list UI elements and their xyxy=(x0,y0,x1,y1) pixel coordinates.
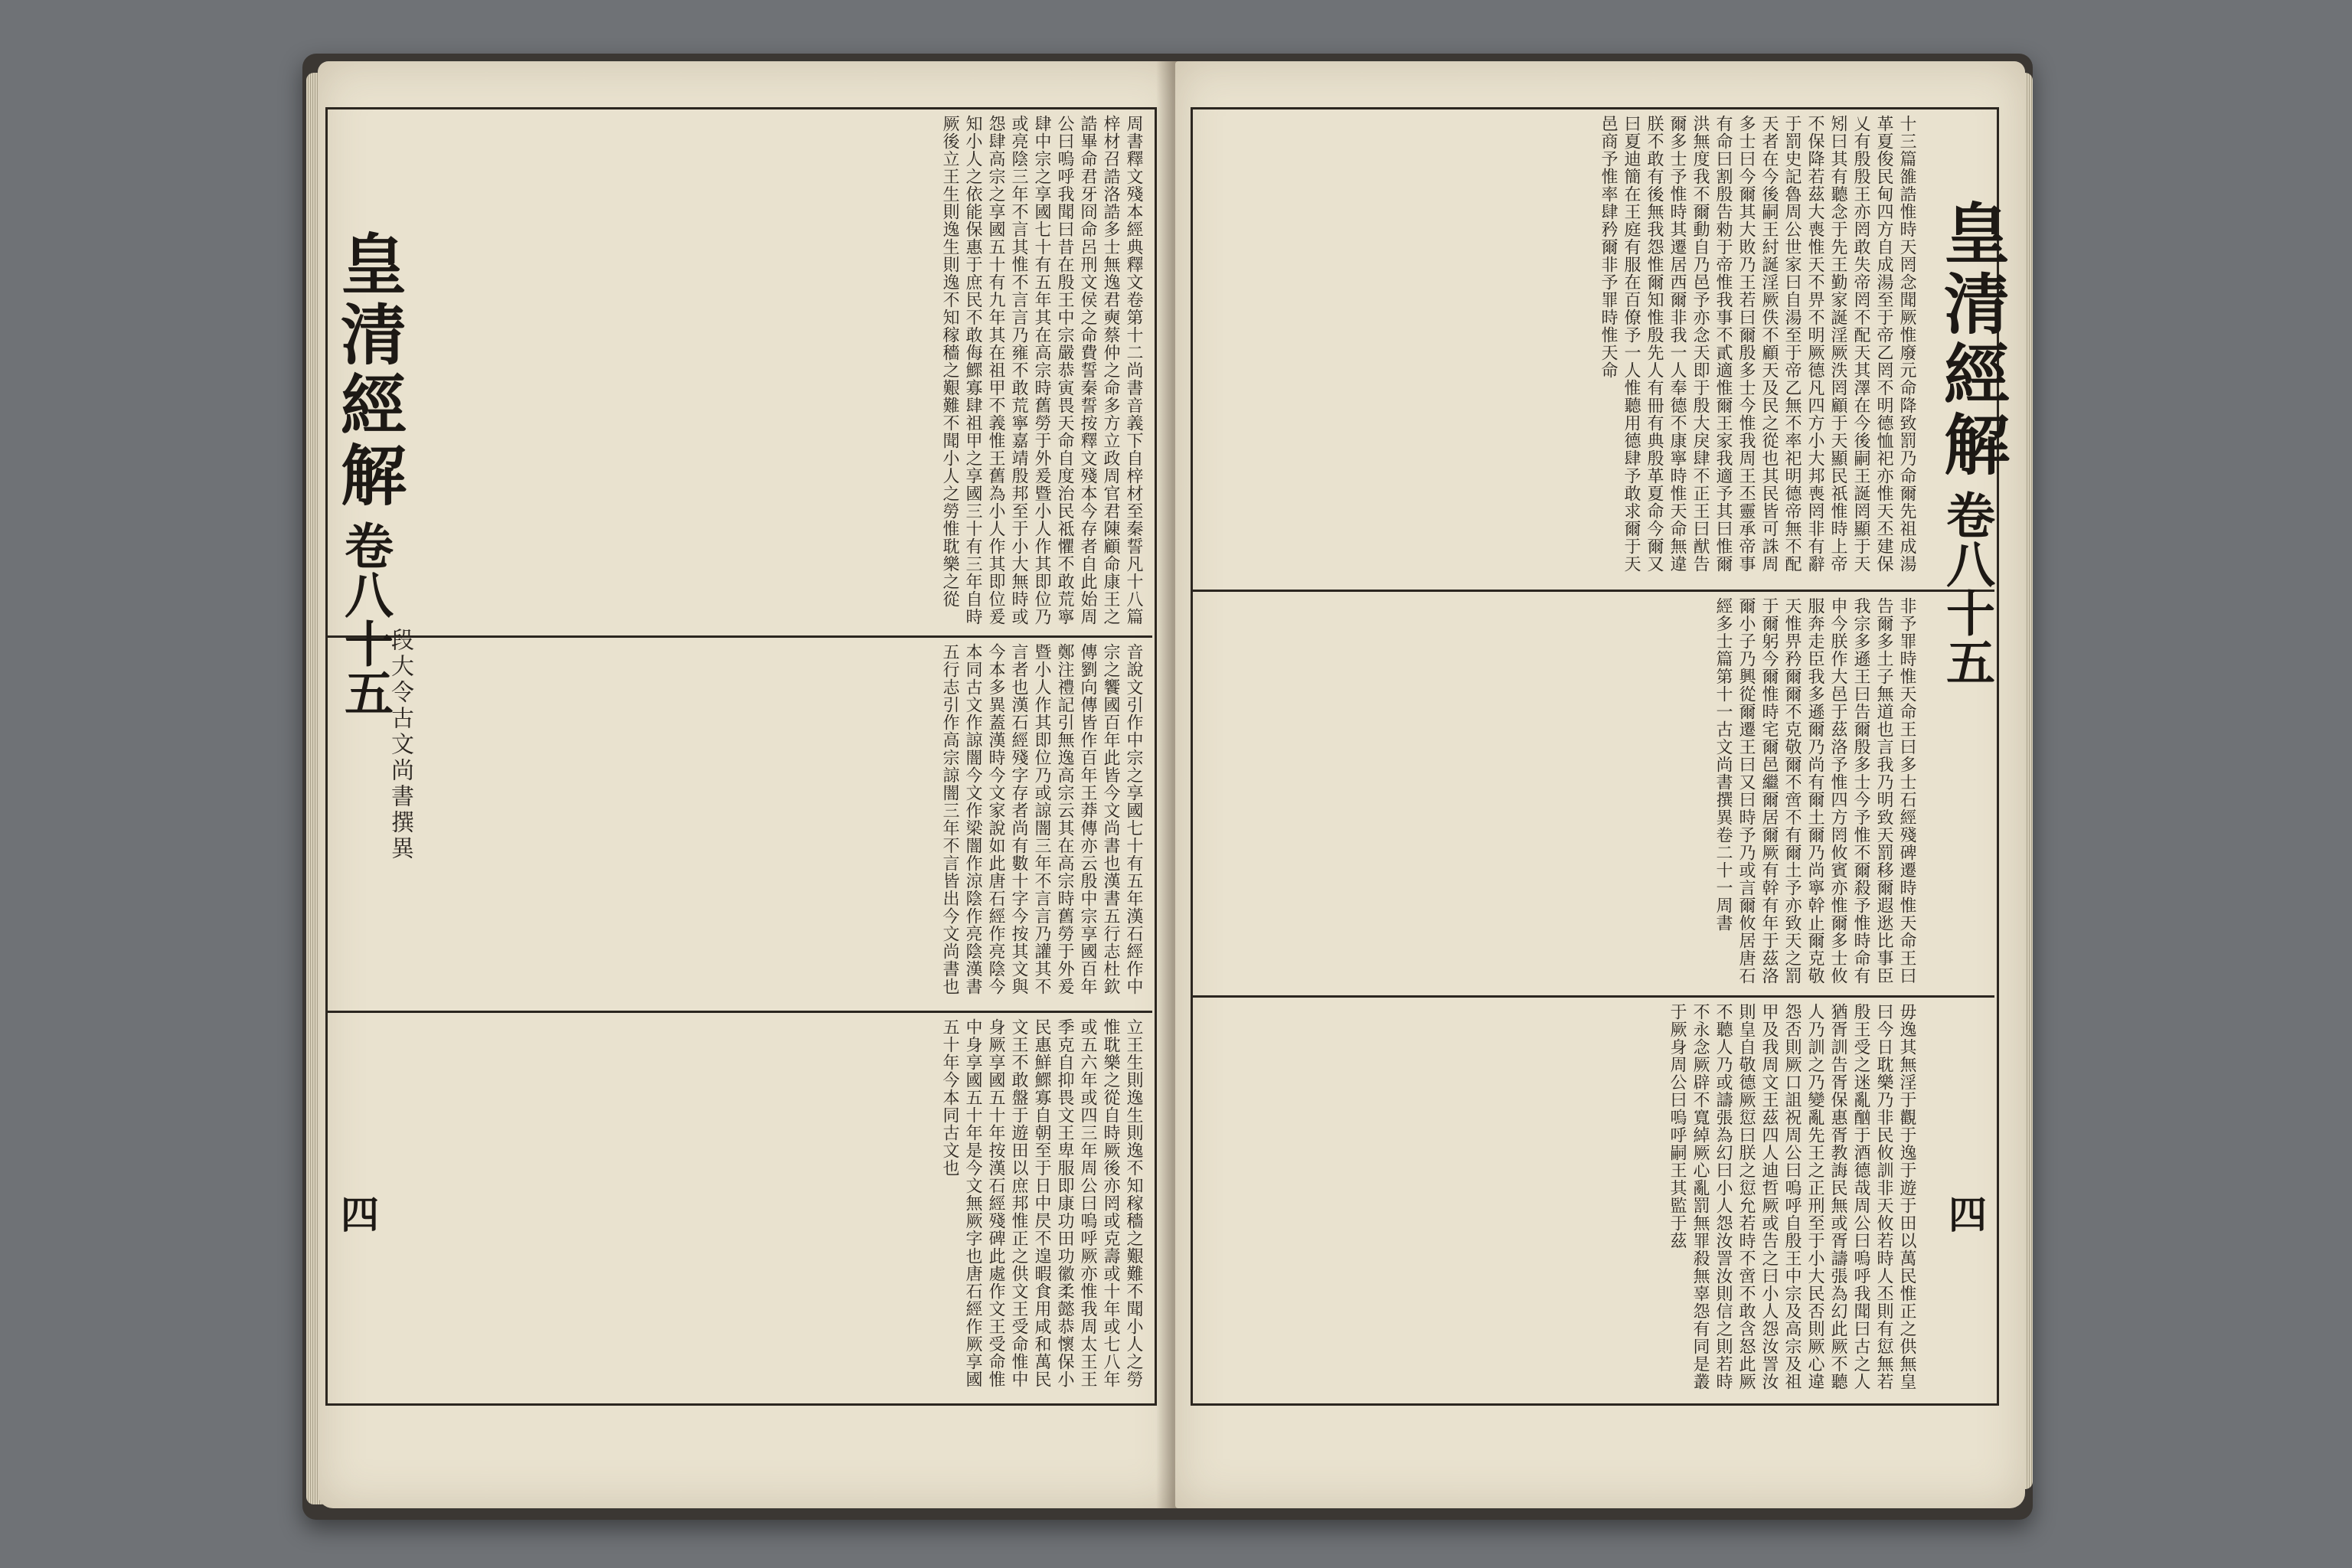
right-band-rule-2 xyxy=(1191,995,1994,998)
right-band-1-text: 十三篇雒誥惟時天罔念聞厥惟廢元命降致罰乃命爾先祖成湯革夏俊民甸四方自成湯至于帝乙罔不明德恤祀亦惟天丕建保乂有殷殷王亦罔敢失帝罔不配天其澤在今後嗣王誕罔顯于天矧曰其有聽念于先王勤家誕淫厥泆罔顧于天顯民祇惟時上帝不保降若茲大喪惟天不畀不明厥德凡四方小大邦喪罔非有辭于罰史記魯周公世家曰自湯至于帝乙無不率祀明德帝無不配天者在今後嗣王紂誕淫厥佚不顧天及民之從也其民皆可誅周多士曰今爾其大敗乃王若曰爾殷多士今惟我周王丕靈承帝事有命曰割殷告勑于帝惟我事不貳適惟爾王家我適予其曰惟爾洪無度我不爾動自乃邑予亦念天即于殷大戾肆不正王曰猷告爾多士予惟時其遷居西爾非我一人奉德不康寧時惟天命無違朕不敢有後無我怨惟爾知惟殷先人有冊有典殷革夏命今爾又曰夏迪簡在王庭有服在百僚予一人惟聽用德肆予敢求爾于天邑商予惟率肆矜爾非予罪時惟天命 xyxy=(1599,115,1916,573)
right-band-3-text: 毋逸其無淫于觀于逸于遊于田以萬民惟正之供無皇曰今日耽樂乃非民攸訓非天攸若時人丕則有愆無若殷王受之迷亂酗于酒德哉周公曰嗚呼我聞曰古之人猶胥訓告胥保惠胥教誨民無或胥譸張為幻此厥不聽人乃訓之乃變亂先王之正刑至于小大民否則厥心違怨否則厥口詛祝周公曰嗚呼自殷王中宗及高宗及祖甲及我周文王茲四人迪哲厥或告之曰小人怨汝詈汝則皇自敬德厥愆曰朕之愆允若時不啻不敢含怒此厥不聽人乃或譸張為幻曰小人怨汝詈汝則信之則若時不永念厥辟不寬綽厥心亂罰無罪殺無辜怨有同是叢于厥身周公曰嗚呼嗣王其監于茲 xyxy=(1668,1003,1916,1390)
left-band-3-text: 立王生則逸生則逸不知稼穡之艱難不聞小人之勞惟耽樂之從自時厥後亦罔或克壽或十年或七八年或五六年或四三年周公曰嗚呼厥亦惟我周太王王季克自抑畏文王卑服即康功田功徽柔懿恭懷保小民惠鮮鰥寡自朝至于日中昃不遑暇食用咸和萬民文王不敢盤于遊田以庶邦惟正之供文王受命惟中身厥享國五十年按漢石經殘碑此處作文王受命惟中身享國五十年是今文無厥字也唐石經作厥享國五十年今本同古文也 xyxy=(940,1018,1143,1388)
right-volume-label: 卷八十五 xyxy=(1938,490,1995,686)
left-band-1-text: 周書釋文殘本經典釋文卷第十二尚書音義下自梓材至秦誓凡十八篇梓材召誥洛誥多士無逸君奭蔡仲之命多方立政周官君陳顧命康王之誥畢命君牙冏命呂刑文侯之命費誓秦誓按釋文殘本今存者自此始周公曰嗚呼我聞曰昔在殷王中宗嚴恭寅畏天命自度治民祗懼不敢荒寧肆中宗之享國七十有五年其在高宗時舊勞于外爰暨小人作其即位乃或亮陰三年不言其惟不言言乃雍不敢荒寧嘉靖殷邦至于小大無時或怨肆高宗之享國五十有九年其在祖甲不義惟王舊為小人作其即位爰知小人之依能保惠于庶民不敢侮鰥寡肆祖甲之享國三十有三年自時厥後立王生則逸生則逸不知稼穡之艱難不聞小人之勞惟耽樂之從 xyxy=(940,115,1143,626)
left-folio-mark: 四 xyxy=(335,1194,380,1233)
right-band-2-text: 非予罪時惟天命王曰多士石經殘碑遷時惟天命王曰告爾多土子無道也言我乃明致天罰移爾遐逖比事臣我宗多遜王曰告爾殷多士今予惟不爾殺予惟時命有申今朕作大邑于茲洛予惟四方罔攸賓亦惟爾多士攸服奔走臣我多遜爾乃尚有爾土爾乃尚寧幹止爾克敬天惟畀矜爾爾不克敬爾不啻不有爾土予亦致天之罰于爾躬今爾惟時宅爾邑繼爾居爾厥有幹有年于茲洛爾小子乃興從爾遷王曰又曰時予乃或言爾攸居唐石經多士篇第十一古文尚書撰異卷二十一周書 xyxy=(1713,597,1916,985)
right-band-rule-1 xyxy=(1191,590,1994,592)
right-series-title: 皇清經解 xyxy=(1932,199,2010,481)
left-author-line: 段大令古文尚書撰異 xyxy=(387,628,413,862)
left-volume-label: 卷八十五 xyxy=(336,521,394,717)
left-band-rule-1 xyxy=(325,635,1152,638)
left-series-title: 皇清經解 xyxy=(329,230,407,511)
left-band-rule-2 xyxy=(325,1011,1152,1013)
left-band-2-text: 音說文引作中宗之享國七十有五年漢石經作中宗之饗國百年此皆今文尚書也漢書五行志杜欽傳劉向傳皆作百年王莽傳亦云殷中宗享國百年鄭注禮記引無逸高宗云其在高宗時舊勞于外爰暨小人作其即位乃或諒闇三年不言言乃讙其不言者也漢石經殘字存者尚有數十字今按其文與今本多異蓋漢時今文家說如此唐石經作亮陰今本同古文作諒闇今文作梁闇作涼陰作亮陰漢書五行志引作高宗諒闇三年不言皆出今文尚書也 xyxy=(940,643,1143,995)
right-folio-mark: 四 xyxy=(1942,1194,1988,1233)
